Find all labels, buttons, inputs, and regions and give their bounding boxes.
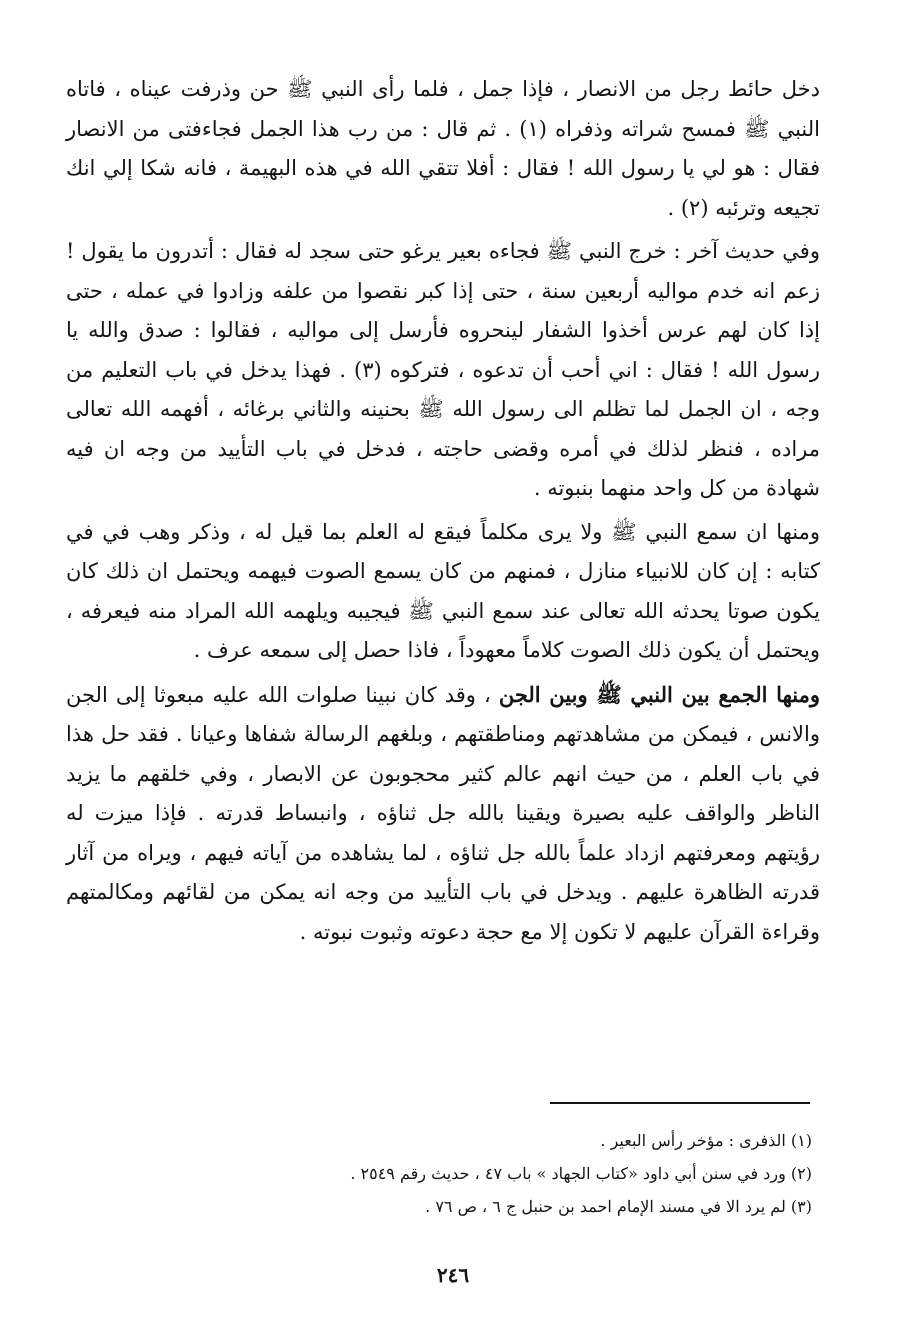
paragraph-2: وفي حديث آخر : خرج النبي ﷺ فجاءه بعير يرغو حتى سجد له فقال : أتدرون ما يقول ! زعم انه خدم مواليه أربعين سنة ، حتى إذا كبر نقصوا من علفه وزادوا في عمله ، حتى إذا كان لهم عرس أخذوا الشفار لينحروه فأرسل إلى مواليه ، فقالوا : صدق والله يا رسول الله ! فقال : اني أحب أن تدعوه ، فتركوه (٣) . فهذا يدخل في باب التعليم من وجه ، ان الجمل لما تظلم الى رسول الله ﷺ بحنينه والثاني برغائه ، أفهمه الله تعالى مراده ، فنظر لذلك في أمره وقضى حاجته ، فدخل في باب التأييد من وجه ان فيه شهادة من كل واحد منهما بنبوته . [66, 239, 820, 500]
footnote-2: (٢) ورد في سنن أبي داود «كتاب الجهاد » باب ٤٧ ، حديث رقم ٢٥٤٩ . [350, 1164, 812, 1183]
footnote-1: (١) الذفرى : مؤخر رأس البعير . [600, 1131, 812, 1150]
paragraph-3: ومنها ان سمع النبي ﷺ ولا يرى مكلماً فيقع له العلم بما قيل له ، وذكر وهب في في كتابه : إن كان للانبياء منازل ، فمنهم من كان يسمع الصوت فيهمه ويحتمل ان ذلك كان يكون صوتا يحدثه الله تعالى عند سمع النبي ﷺ فيجيبه ويلهمه الله المراد منه فيعرفه ، ويحتمل أن يكون ذلك الصوت كلاماً معهوداً ، فاذا حصل إلى سمعه عرف . [66, 519, 820, 662]
paragraph-4 [66, 675, 820, 953]
paragraph-4-rest: ، وقد كان نبينا صلوات الله عليه مبعوثا إلى الجن والانس ، فيمكن من مشاهدتهم ومناطقتهم ، وبلغهم الرسالة شفاها وعيانا . فقد حل هذا في باب العلم ، من حيث انهم عالم كثير محجوبون عن الابصار ، وفي خلقهم ما يزيد الناظر والواقف عليه بصيرة ويقينا بالله جل ثناؤه ، وانبساط قدرته . فإذا ميزت له رؤيتهم ومعرفتهم ازداد علماً بالله جل ثناؤه ، لما يشاهده من آياته فيهم ، ويراه من آثار قدرته الظاهرة عليهم . ويدخل في باب التأييد من وجه انه يمكن من لقائهم ومكالمتهم وقراءة القرآن عليهم لا تكون إلا مع حجة دعوته وثبوت نبوته . [66, 682, 820, 944]
page-body [66, 70, 820, 956]
footnote-3: (٣) لم يرد الا في مسند الإمام احمد بن حنبل ج ٦ ، ص ٧٦ . [425, 1197, 812, 1216]
footnotes [220, 1124, 812, 1223]
paragraph-1: دخل حائط رجل من الانصار ، فإذا جمل ، فلما رأى النبي ﷺ حن وذرفت عيناه ، فاتاه النبي ﷺ فمسح شراته وذفراه (١) . ثم قال : من رب هذا الجمل فجاءفتى من الانصار فقال : هو لي يا رسول الله ! فقال : أفلا تتقي الله في هذه البهيمة ، فانه شكا إلي انك تجيعه وترئبه (٢) . [66, 77, 820, 220]
paragraph-4-lead: ومنها الجمع بين النبي ﷺ وبين الجن [498, 681, 820, 707]
footnote-divider [550, 1102, 810, 1104]
page-number: ٢٤٦ [436, 1263, 470, 1287]
